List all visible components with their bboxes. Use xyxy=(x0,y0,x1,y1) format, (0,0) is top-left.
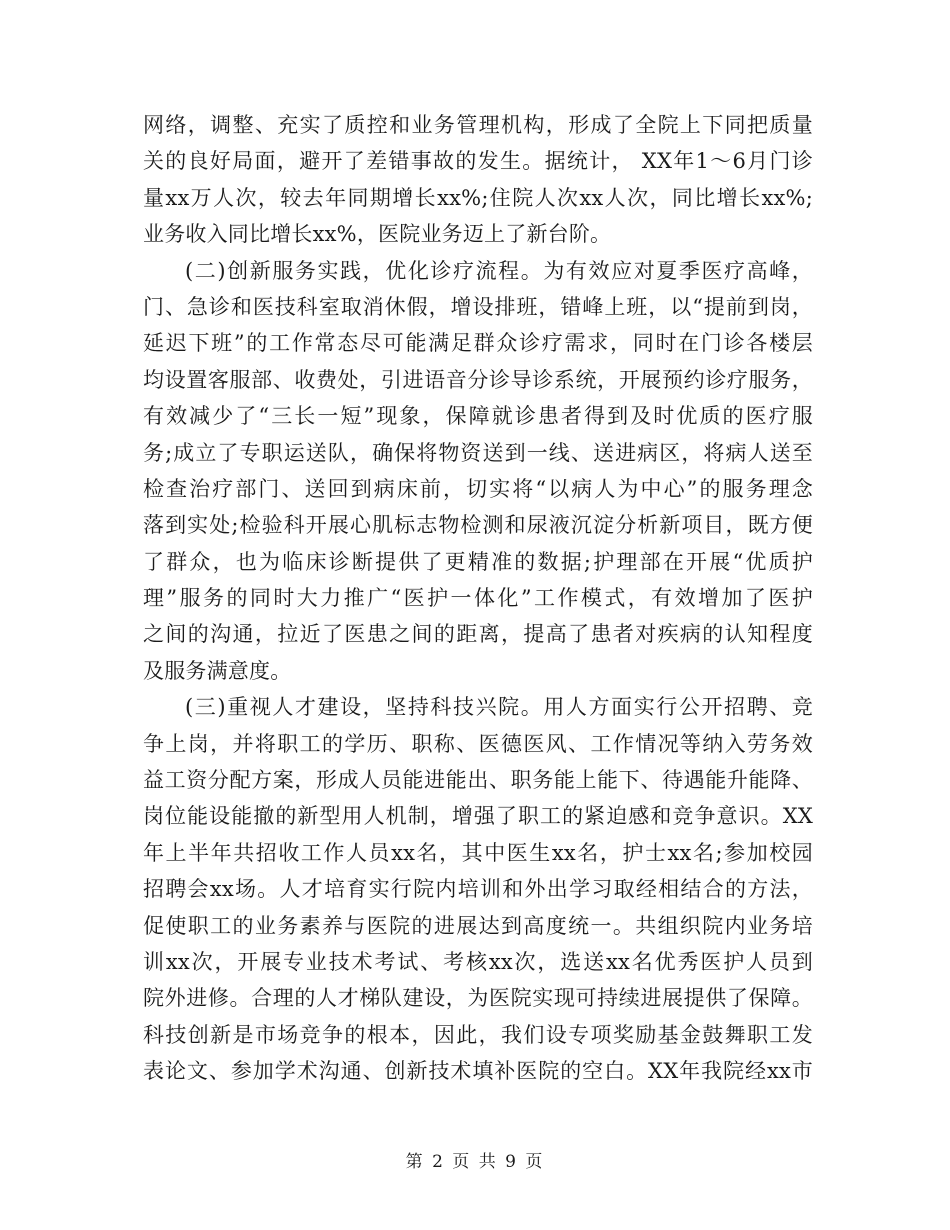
text-line: 检查治疗部门、送回到病床前，切实将“以病人为中心”的服务理念 xyxy=(143,476,813,501)
text-line: 均设置客服部、收费处，引进语音分诊导诊系统，开展预约诊疗服务， xyxy=(143,367,813,392)
text-line: 科技创新是市场竞争的根本，因此，我们设专项奖励基金鼓舞职工发 xyxy=(143,1022,813,1047)
text-line: 务;成立了专职运送队，确保将物资送到一线、送进病区，将病人送至 xyxy=(143,440,813,465)
text-line: 落到实处;检验科开展心肌标志物检测和尿液沉淀分析新项目，既方便 xyxy=(143,513,813,538)
text-line: 了群众，也为临床诊断提供了更精准的数据;护理部在开展“优质护 xyxy=(143,549,813,574)
text-line: 量xx万人次，较去年同期增长xx%;住院人次xx人次，同比增长xx%; xyxy=(143,185,813,210)
text-line: (三)重视人才建设，坚持科技兴院。用人方面实行公开招聘、竞 xyxy=(185,695,813,720)
text-line: 争上岗，并将职工的学历、职称、医德医风、工作情况等纳入劳务效 xyxy=(143,731,813,756)
text-line: 门、急诊和医技科室取消休假，增设排班，错峰上班，以“提前到岗， xyxy=(143,294,813,319)
text-line: 有效减少了“三长一短”现象，保障就诊患者得到及时优质的医疗服 xyxy=(143,404,813,429)
text-line: (二)创新服务实践，优化诊疗流程。为有效应对夏季医疗高峰， xyxy=(185,258,813,283)
text-line: 院外进修。合理的人才梯队建设，为医院实现可持续进展提供了保障。 xyxy=(143,986,813,1011)
text-line: 益工资分配方案，形成人员能进能出、职务能上能下、待遇能升能降、 xyxy=(143,768,813,793)
text-line: 年上半年共招收工作人员xx名，其中医生xx名，护士xx名;参加校园 xyxy=(143,840,813,865)
text-line: 招聘会xx场。人才培育实行院内培训和外出学习取经相结合的方法， xyxy=(143,877,813,902)
document-body xyxy=(143,107,813,1090)
text-line: 之间的沟通，拉近了医患之间的距离，提高了患者对疾病的认知程度 xyxy=(143,622,813,647)
text-line: 延迟下班”的工作常态尽可能满足群众诊疗需求，同时在门诊各楼层 xyxy=(143,331,813,356)
text-line: 业务收入同比增长xx%，医院业务迈上了新台阶。 xyxy=(143,222,612,247)
text-line: 理”服务的同时大力推广“医护一体化”工作模式，有效增加了医护 xyxy=(143,586,813,611)
text-line: 表论文、参加学术沟通、创新技术填补医院的空白。XX年我院经xx市 xyxy=(143,1059,813,1084)
text-line: 关的良好局面，避开了差错事故的发生。据统计， XX年1～6月门诊 xyxy=(143,149,813,174)
page-number-footer: 第 2 页 共 9 页 xyxy=(405,1152,545,1172)
text-line: 促使职工的业务素养与医院的进展达到高度统一。共组织院内业务培 xyxy=(143,913,813,938)
text-line: 网络，调整、充实了质控和业务管理机构，形成了全院上下同把质量 xyxy=(143,113,813,137)
text-line: 及服务满意度。 xyxy=(143,658,292,683)
text-line: 岗位能设能撤的新型用人机制，增强了职工的紧迫感和竞争意识。XX xyxy=(143,804,813,829)
text-line: 训xx次，开展专业技术考试、考核xx次，选送xx名优秀医护人员到 xyxy=(143,949,813,974)
